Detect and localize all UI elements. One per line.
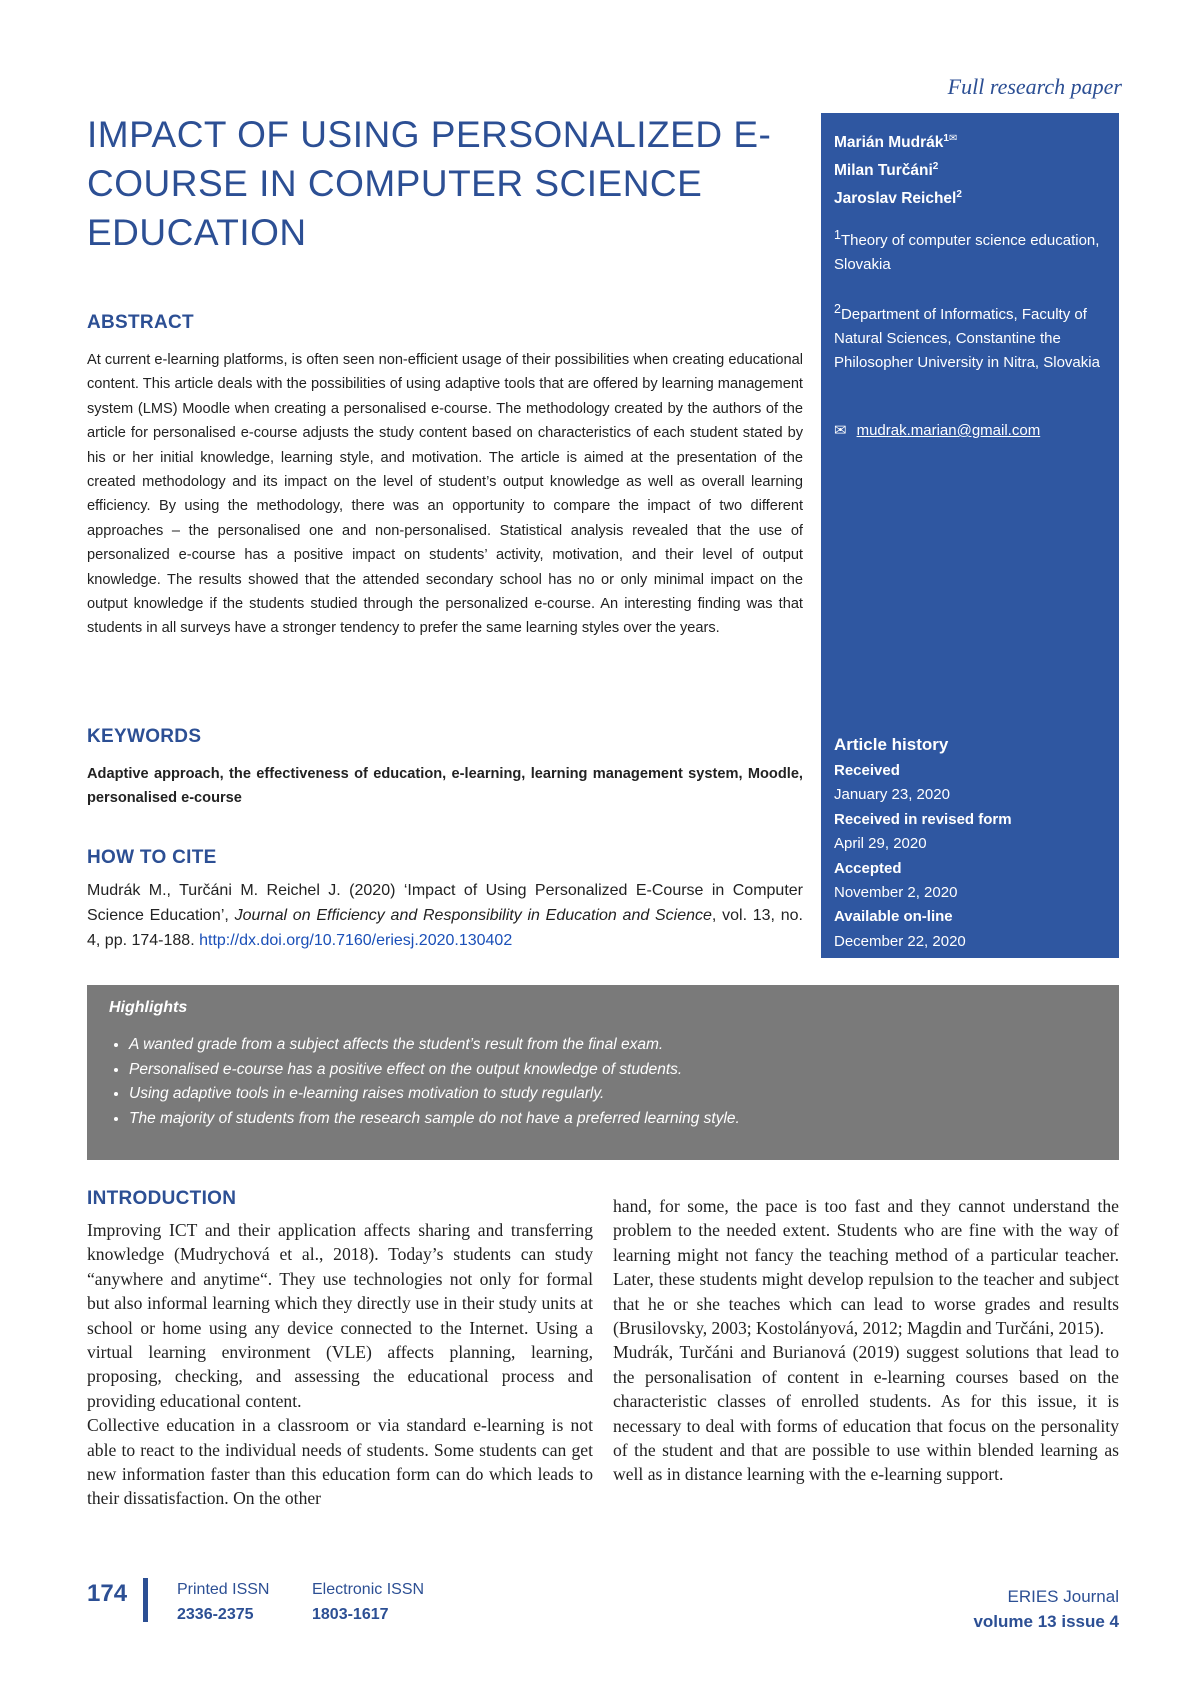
paper-title: IMPACT OF USING PERSONALIZED E-COURSE IN COMPUTER SCIENCE EDUCATION	[87, 114, 772, 253]
email-row	[834, 421, 1109, 439]
author-1: Marián Mudrák$^{1✉}$	[834, 133, 958, 152]
highlights-box	[87, 985, 1119, 1160]
page-number: 174	[87, 1580, 128, 1607]
journal-name: ERIES Journal	[1007, 1587, 1119, 1606]
revised-date: April 29, 2020	[834, 835, 927, 853]
citation	[87, 878, 803, 953]
electronic-issn: Electronic ISSN 1803-1617	[312, 1581, 425, 1623]
highlight-item: • Personalised e-course has a positive effect on the output knowledge of students.	[129, 1058, 740, 1083]
footer-divider	[143, 1578, 148, 1622]
intro-paragraph: Improving ICT and their application affects sharing and transferring knowledge (Mudrychová et al., 2018). Today’s students can study “anywhere and anytime“. They use technologies not only for formal but also informal learning which they directly use in their study units at school or home using any device connected to the Internet. Using a virtual learning environment (VLE) affects planning, learning, proposing, checking, and assessing the educational process and providing educational content.	[87, 1220, 593, 1411]
citation-part2: , vol. 13, no. 4, pp. 174-188.	[87, 907, 803, 949]
author-3: Jaroslav Reichel$^2$	[834, 189, 962, 208]
affiliation-1: $^1$Theory of computer science education, Slovakia	[834, 228, 1100, 273]
received-label: Received	[834, 762, 900, 779]
received-date: January 23, 2020	[834, 786, 950, 804]
article-history	[834, 731, 1109, 954]
citation-part1: Mudrák M., Turčáni M. Reichel J. (2020) ‘Impact of Using Personalized E-Course in Computer Science Education’,	[87, 882, 803, 924]
journal-volume: volume 13 issue 4	[973, 1612, 1119, 1631]
author-2: Milan Turčáni$^2$	[834, 161, 939, 180]
keywords-text: Adaptive approach, the effectiveness of education, e-learning, learning management system, Moodle, personalised e-course	[87, 766, 803, 807]
intro-paragraph: hand, for some, the pace is too fast and they cannot understand the problem to the needed extent. Students who are fine with the way of learning might not fancy the teaching method of a particular teacher. Later, these students might develop repulsion to the teacher and subject that he or she teaches which can lead to worse grades and results (Brusilovsky, 2003; Kostolányová, 2012; Magdin and Turčáni, 2015).	[613, 1196, 1119, 1339]
intro-right-column	[613, 1194, 1119, 1487]
printed-issn: Printed ISSN 2336-2375	[177, 1581, 270, 1623]
revised-label: Received in revised form	[834, 810, 1012, 828]
history-title: Article history	[834, 735, 949, 754]
accepted-date: November 2, 2020	[834, 884, 958, 902]
intro-paragraph: Collective education in a classroom or via standard e-learning is not able to react to the individual needs of students. Some students can get new information faster than this education form can do which leads to their dissatisfaction. On the other	[87, 1415, 593, 1509]
envelope-icon: ✉	[834, 422, 847, 439]
how-to-cite-heading: HOW TO CITE	[87, 847, 217, 868]
email-link[interactable]: mudrak.marian@gmail.com	[856, 422, 1041, 439]
introduction-heading: INTRODUCTION	[87, 1188, 237, 1209]
paper-type: Full research paper	[947, 74, 1122, 99]
highlights-list	[109, 1033, 740, 1131]
highlight-item: • The majority of students from the research sample do not have a preferred learning style.	[129, 1107, 740, 1132]
abstract-heading: ABSTRACT	[87, 312, 194, 333]
online-label: Available on-line	[834, 908, 953, 926]
abstract-text: At current e-learning platforms, is often seen non-efficient usage of their possibilities when creating educational content. This article deals with the possibilities of using adaptive tools that are offered by learning management system (LMS) Moodle when creating a personalised e-course. The methodology created by the authors of the article for personalised e-course adjusts the study content based on characteristics of each student stated by his or her initial knowledge, learning style, and motivation. The article is aimed at the presentation of the created methodology and its impact on the level of student’s output knowledge as well as overall learning efficiency. By using the methodology, there was an opportunity to compare the impact of two different approaches – the personalised one and non-personalised. Statistical analysis revealed that the use of personalized e-course has a positive impact on students’ activity, motivation, and their level of output knowledge. The results showed that the attended secondary school has no or only minimal impact on the output knowledge if the students studied through the personalized e-course. An interesting finding was that students in all surveys have a stronger tendency to prefer the same learning styles over the years.	[87, 352, 803, 637]
highlight-item: • A wanted grade from a subject affects the student’s result from the final exam.	[129, 1033, 740, 1058]
citation-journal: Journal on Efficiency and Responsibility in Education and Science	[234, 907, 712, 924]
accepted-label: Accepted	[834, 859, 902, 877]
online-date: December 22, 2020	[834, 932, 966, 950]
highlights-title: Highlights	[109, 999, 188, 1016]
keywords-heading: KEYWORDS	[87, 726, 202, 747]
author-sidebar	[821, 113, 1119, 958]
journal-info	[973, 1584, 1119, 1634]
intro-left-column	[87, 1218, 593, 1511]
highlight-item: • Using adaptive tools in e-learning raises motivation to study regularly.	[129, 1082, 740, 1107]
author-list	[834, 127, 1109, 211]
intro-paragraph: Mudrák, Turčáni and Burianová (2019) suggest solutions that lead to the personalisation of content in e-learning courses based on the characteristic classes of enrolled students. As for this issue, it is necessary to deal with forms of education that focus on the personality of the student and that are possible to use within blended learning as well as in distance learning with the e-learning support.	[613, 1342, 1119, 1485]
affiliation-2: $^2$Department of Informatics, Faculty of Natural Sciences, Constantine the Philosopher University in Nitra, Slovakia	[834, 302, 1100, 371]
doi-link[interactable]: http://dx.doi.org/10.7160/eriesj.2020.130402	[199, 932, 513, 949]
